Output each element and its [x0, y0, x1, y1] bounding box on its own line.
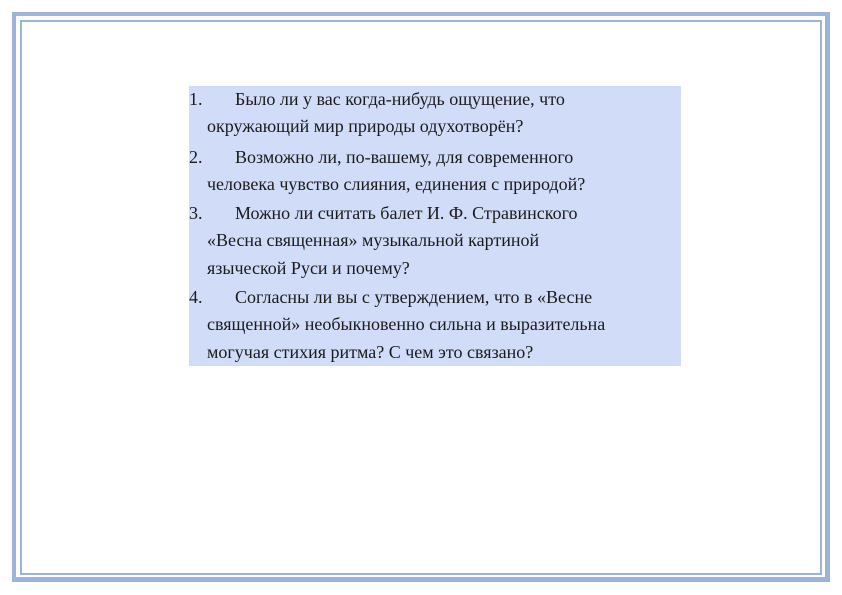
question-number: 3. — [189, 203, 203, 223]
question-item-1 — [189, 86, 681, 140]
question-first-line — [189, 200, 681, 226]
question-item-2 — [189, 144, 681, 198]
question-first-line — [189, 144, 681, 170]
question-text-continuation: «Весна священная» музыкальной картиной языческой Руси и почему? — [207, 230, 540, 278]
question-number: 2. — [189, 147, 203, 167]
question-text-start: Можно ли считать балет И. Ф. Стравинского — [235, 203, 578, 223]
question-text-start: Возможно ли, по-вашему, для современного — [235, 147, 574, 167]
question-text-continuation: священной» необыкновенно сильна и выразительна могучая стихия ритма? С чем это связано? — [207, 314, 606, 362]
question-item-3 — [189, 200, 681, 282]
question-first-line — [189, 284, 681, 310]
question-text-start: Было ли у вас когда-нибудь ощущение, что — [235, 89, 565, 109]
question-first-line — [189, 86, 681, 112]
question-list — [189, 86, 681, 366]
question-number: 4. — [189, 287, 203, 307]
question-text-continuation: окружающий мир природы одухотворён? — [207, 116, 524, 136]
question-item-4 — [189, 284, 681, 366]
question-number: 1. — [189, 89, 203, 109]
question-text-continuation: человека чувство слияния, единения с природой? — [207, 174, 586, 194]
question-text-start: Согласны ли вы с утверждением, что в «Весне — [235, 287, 593, 307]
